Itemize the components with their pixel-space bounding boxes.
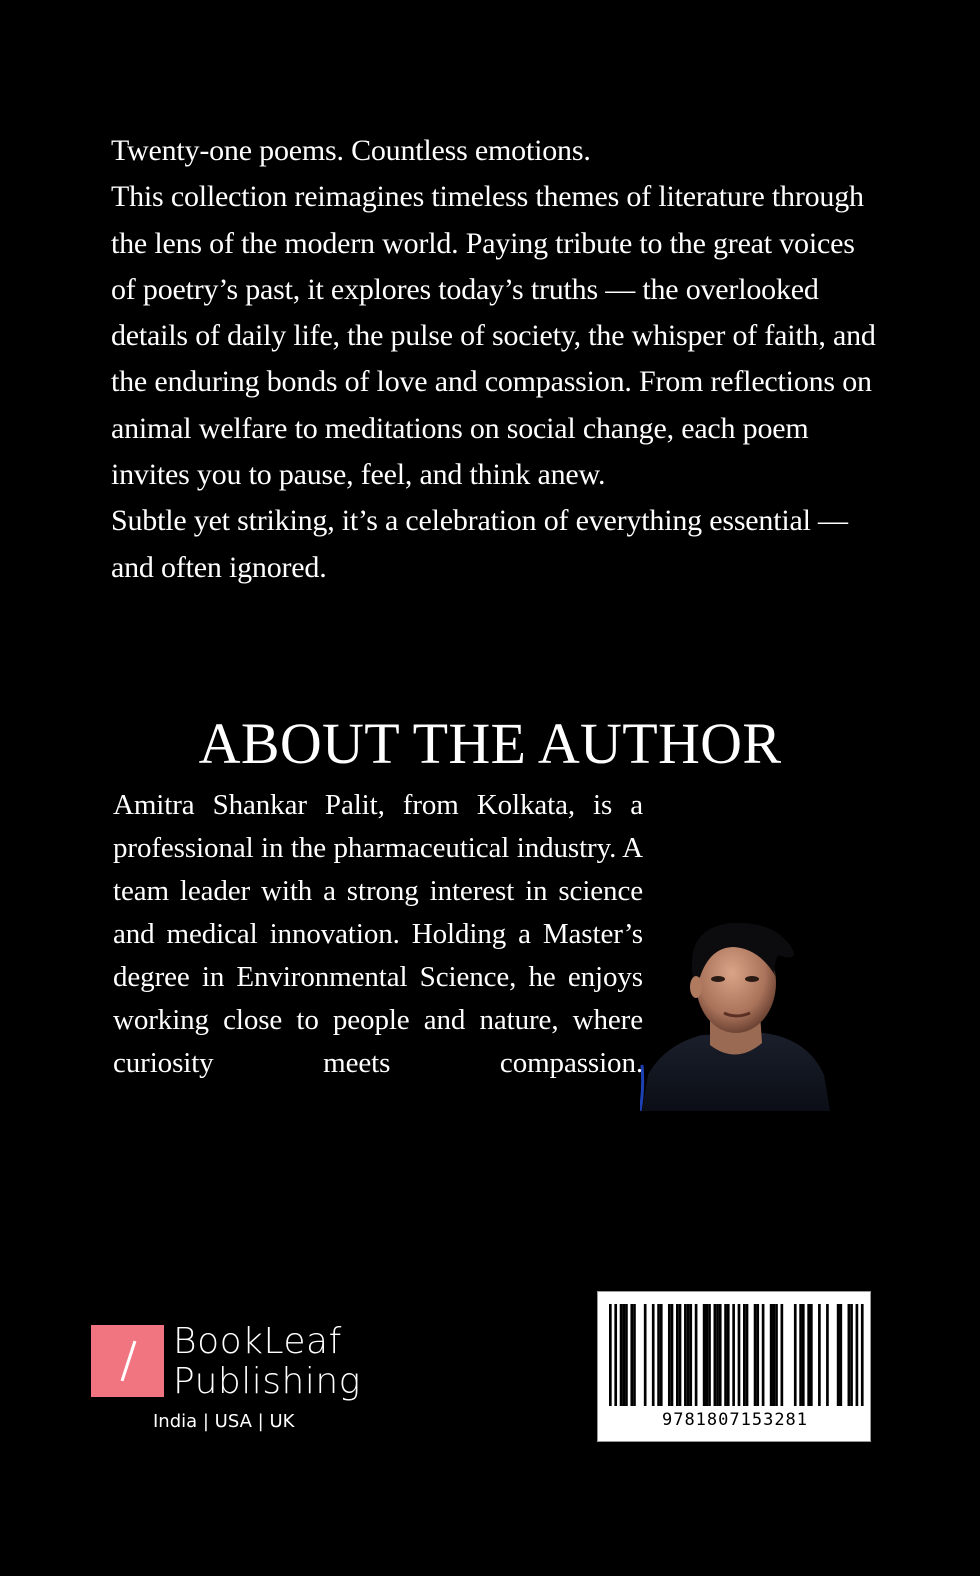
barcode-bar bbox=[794, 1304, 797, 1406]
publisher-name bbox=[173, 1322, 373, 1402]
barcode-bar bbox=[689, 1304, 692, 1406]
publisher-name-line-2: Publishing bbox=[173, 1361, 361, 1402]
barcode-bar bbox=[837, 1304, 840, 1406]
publisher-regions: India | USA | UK bbox=[153, 1411, 295, 1432]
barcode-bar bbox=[724, 1304, 727, 1406]
barcode-bar bbox=[762, 1304, 765, 1406]
barcode-bar bbox=[799, 1304, 802, 1406]
book-blurb bbox=[111, 128, 881, 591]
blurb-paragraph-3: Subtle yet striking, it’s a celebration of everything essential — and often ignored. bbox=[111, 504, 848, 584]
barcode-bar bbox=[652, 1304, 655, 1406]
barcode-bar bbox=[738, 1304, 741, 1406]
about-author-heading: ABOUT THE AUTHOR bbox=[198, 711, 782, 776]
barcode-bar bbox=[848, 1304, 851, 1406]
barcode-bar bbox=[807, 1304, 810, 1406]
barcode-bar bbox=[781, 1304, 784, 1406]
barcode-bar bbox=[671, 1304, 674, 1406]
publisher-name-line-1: BookLeaf bbox=[173, 1321, 342, 1362]
barcode-bar bbox=[644, 1304, 647, 1406]
barcode-bar bbox=[716, 1304, 719, 1406]
barcode-bar bbox=[676, 1304, 679, 1406]
barcode-bar bbox=[861, 1304, 864, 1406]
barcode-bar bbox=[660, 1304, 663, 1406]
isbn-number: 9781807153281 bbox=[661, 1410, 809, 1430]
barcode-bar bbox=[687, 1304, 690, 1406]
isbn-barcode bbox=[597, 1291, 871, 1442]
author-photo bbox=[640, 915, 832, 1111]
barcode-bar bbox=[850, 1304, 853, 1406]
barcode-bar bbox=[743, 1304, 746, 1406]
barcode-bar bbox=[818, 1304, 821, 1406]
barcode-bar bbox=[684, 1304, 687, 1406]
barcode-bar bbox=[810, 1304, 813, 1406]
barcode-bar bbox=[756, 1304, 759, 1406]
barcode-bar bbox=[703, 1304, 706, 1406]
blurb-paragraph-2: This collection reimagines timeless themes of literature through the lens of the modern world. Paying tribute to the great voices of poetry’s past, it explores today’s truths — the overlooked details of daily life, the pulse of society, the whisper of faith, and the enduring bonds of love and compassion. From reflections on animal welfare to meditations on social change, each poem invites you to pause, feel, and think anew. bbox=[111, 180, 876, 492]
barcode-bar bbox=[679, 1304, 682, 1406]
barcode-bar bbox=[772, 1304, 775, 1406]
barcode-bar bbox=[839, 1304, 842, 1406]
barcode-bar bbox=[719, 1304, 722, 1406]
publisher-logo bbox=[91, 1322, 371, 1442]
barcode-bar bbox=[695, 1304, 698, 1406]
barcode-bar bbox=[614, 1304, 617, 1406]
barcode-bar bbox=[727, 1304, 730, 1406]
barcode-bar bbox=[625, 1304, 628, 1406]
barcode-bar bbox=[633, 1304, 636, 1406]
barcode-bar bbox=[622, 1304, 625, 1406]
barcode-bar bbox=[826, 1304, 829, 1406]
barcode-bar bbox=[732, 1304, 735, 1406]
barcode-bar bbox=[746, 1304, 749, 1406]
barcode-bar bbox=[630, 1304, 633, 1406]
logo-slash-icon bbox=[91, 1325, 164, 1397]
barcode-bar bbox=[705, 1304, 708, 1406]
barcode-bar bbox=[775, 1304, 778, 1406]
author-bio: Amitra Shankar Palit, from Kolkata, is a professional in the pharmaceutical industry. A team leader with a strong interest in science and medical innovation. Holding a Master’s degree in Environmental Science, he enjoys working close to people and nature, where curiosity meets compassion. bbox=[113, 789, 643, 1079]
barcode-bar bbox=[609, 1304, 612, 1406]
barcode-bar bbox=[668, 1304, 671, 1406]
barcode-bar bbox=[754, 1304, 757, 1406]
barcode-bar bbox=[802, 1304, 805, 1406]
barcode-bar bbox=[657, 1304, 660, 1406]
barcode-bar bbox=[856, 1304, 859, 1406]
barcode-bar bbox=[770, 1304, 773, 1406]
barcode-bar bbox=[708, 1304, 711, 1406]
barcode-bar bbox=[714, 1304, 717, 1406]
barcode-bar bbox=[620, 1304, 623, 1406]
blurb-paragraph-1: Twenty-one poems. Countless emotions. bbox=[111, 134, 591, 167]
